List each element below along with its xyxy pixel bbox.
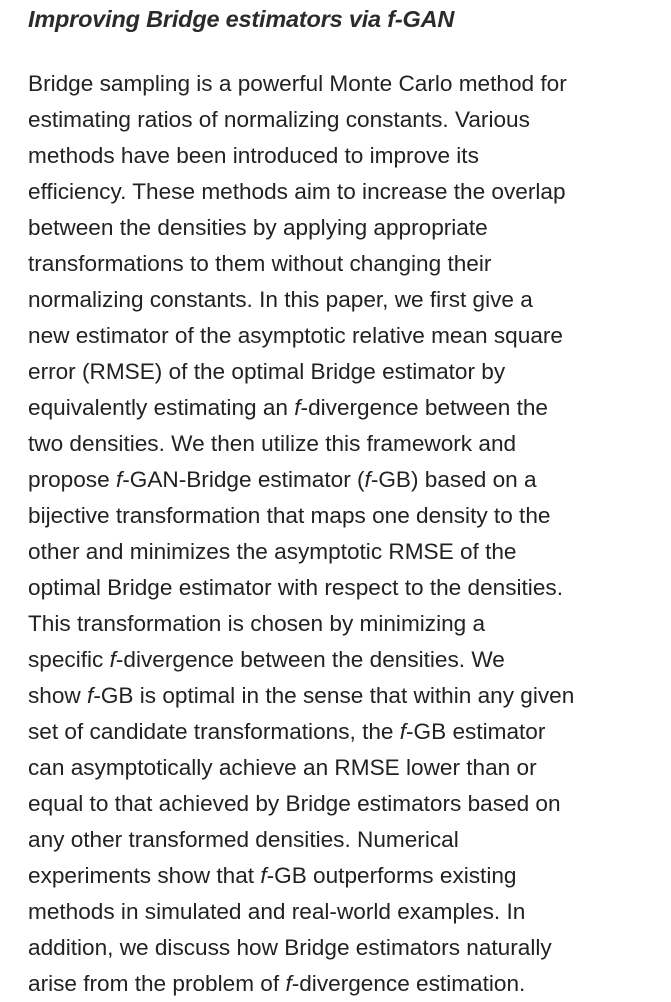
abstract-line bbox=[28, 678, 671, 714]
italic-symbol: f bbox=[399, 719, 407, 744]
abstract-line bbox=[28, 390, 671, 426]
abstract-text: arise from the problem of bbox=[28, 971, 286, 996]
italic-symbol: f bbox=[115, 467, 123, 492]
abstract-line bbox=[28, 246, 671, 282]
abstract-text: experiments show that bbox=[28, 863, 261, 888]
abstract-line bbox=[28, 138, 671, 174]
abstract-line bbox=[28, 66, 671, 102]
abstract-line bbox=[28, 786, 671, 822]
abstract-line bbox=[28, 174, 671, 210]
abstract-text: propose bbox=[28, 467, 116, 492]
abstract-text: transformations to them without changing their bbox=[28, 251, 492, 276]
abstract-text: other and minimizes the asymptotic RMSE of the bbox=[28, 539, 517, 564]
abstract-text: show bbox=[28, 683, 88, 708]
abstract-line bbox=[28, 858, 671, 894]
abstract-line bbox=[28, 714, 671, 750]
abstract-text: optimal Bridge estimator with respect to the densities. bbox=[28, 575, 563, 600]
abstract-line bbox=[28, 354, 671, 390]
abstract-text: -GB outperforms existing bbox=[266, 863, 517, 888]
abstract-line bbox=[28, 462, 671, 498]
abstract-text: -divergence between the densities. We bbox=[115, 647, 505, 672]
abstract-text: methods in simulated and real-world examples. In bbox=[28, 899, 526, 924]
italic-symbol: f bbox=[364, 467, 371, 492]
abstract-line bbox=[28, 282, 671, 318]
abstract-text: -GB is optimal in the sense that within any given bbox=[93, 683, 575, 708]
abstract-line bbox=[28, 570, 671, 606]
abstract-text: new estimator of the asymptotic relative mean square bbox=[28, 323, 563, 348]
abstract-body bbox=[28, 66, 671, 1002]
abstract-line bbox=[28, 822, 671, 858]
abstract-text: addition, we discuss how Bridge estimators naturally bbox=[28, 935, 552, 960]
italic-symbol: f bbox=[87, 683, 94, 708]
abstract-text: can asymptotically achieve an RMSE lower than or bbox=[28, 755, 537, 780]
abstract-text: -divergence estimation. bbox=[291, 971, 526, 996]
abstract-line bbox=[28, 894, 671, 930]
paper-title: Improving Bridge estimators via f-GAN bbox=[28, 6, 455, 32]
abstract-line bbox=[28, 210, 671, 246]
abstract-text: between the densities by applying appropriate bbox=[28, 215, 488, 240]
abstract-line bbox=[28, 750, 671, 786]
abstract-text: equal to that achieved by Bridge estimators based on bbox=[28, 791, 561, 816]
abstract-text: error (RMSE) of the optimal Bridge estimator by bbox=[28, 359, 506, 384]
abstract-text: Bridge sampling is a powerful Monte Carlo method for bbox=[28, 71, 567, 96]
abstract-text: bijective transformation that maps one density to the bbox=[28, 503, 551, 528]
italic-symbol: f bbox=[260, 863, 267, 888]
abstract-line bbox=[28, 930, 671, 966]
abstract-text: -GB estimator bbox=[406, 719, 546, 744]
italic-symbol: f bbox=[109, 647, 116, 672]
abstract-text: set of candidate transformations, the bbox=[28, 719, 400, 744]
abstract-text: any other transformed densities. Numerical bbox=[28, 827, 459, 852]
abstract-text: -GB) based on a bbox=[370, 467, 537, 492]
abstract-text: two densities. We then utilize this framework and bbox=[28, 431, 517, 456]
abstract-line bbox=[28, 318, 671, 354]
abstract-text: equivalently estimating an bbox=[28, 395, 295, 420]
abstract-line bbox=[28, 426, 671, 462]
italic-symbol: f bbox=[285, 971, 292, 996]
abstract-text: methods have been introduced to improve its bbox=[28, 143, 479, 168]
abstract-text: -GAN-Bridge estimator ( bbox=[122, 467, 365, 492]
abstract-text: efficiency. These methods aim to increase the overlap bbox=[28, 179, 566, 204]
abstract-line bbox=[28, 102, 671, 138]
abstract-text: estimating ratios of normalizing constants. Various bbox=[28, 107, 530, 132]
abstract-text: specific bbox=[28, 647, 110, 672]
abstract-text: This transformation is chosen by minimizing a bbox=[28, 611, 486, 636]
abstract-line bbox=[28, 606, 671, 642]
abstract-line bbox=[28, 498, 671, 534]
abstract-text: normalizing constants. In this paper, we first give a bbox=[28, 287, 533, 312]
abstract-line bbox=[28, 534, 671, 570]
abstract-text: -divergence between the bbox=[300, 395, 548, 420]
abstract-line bbox=[28, 642, 671, 678]
italic-symbol: f bbox=[294, 395, 301, 420]
abstract-line bbox=[28, 966, 671, 1002]
